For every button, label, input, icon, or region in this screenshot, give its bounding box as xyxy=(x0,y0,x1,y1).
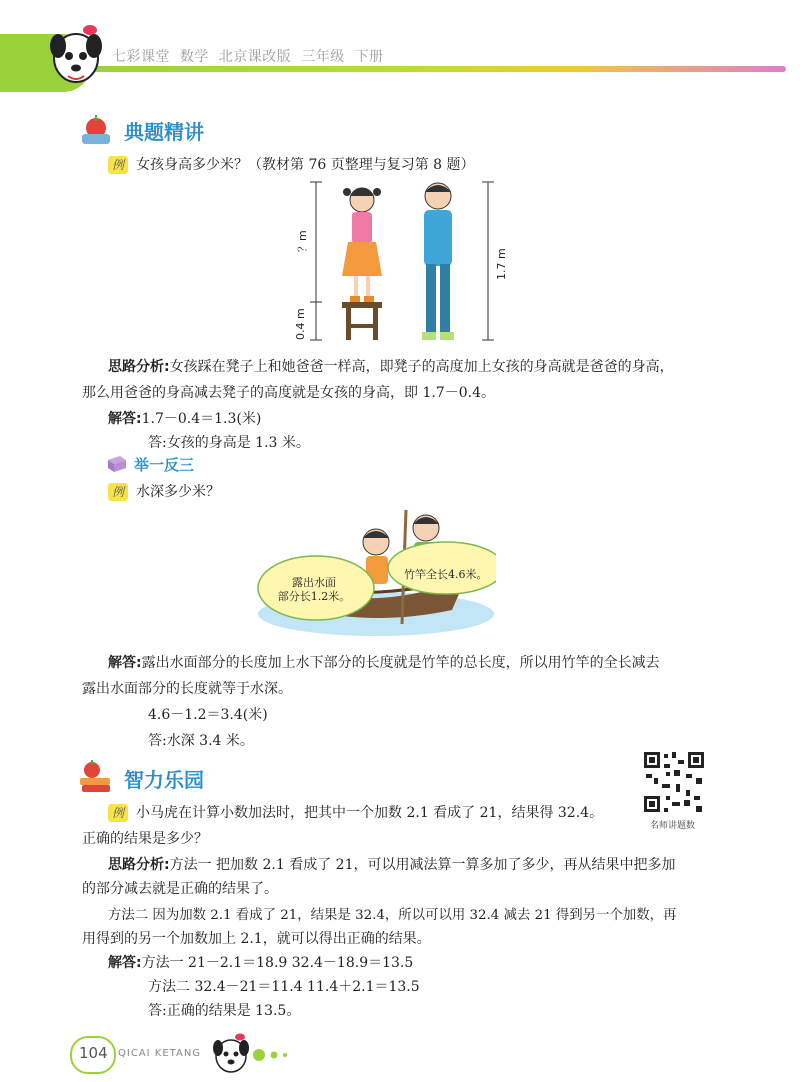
analysis3-line2: 的部分减去就是正确的结果了。 xyxy=(82,881,278,897)
analysis3-line1: 思路分析:方法一 把加数 2.1 看成了 21，可以用减法算一算多加了多少，再从结果中把多加 xyxy=(108,857,676,873)
answer2-calc: 4.6－1.2＝3.4(米) xyxy=(148,707,268,723)
dog-mascot-footer-icon xyxy=(208,1032,254,1078)
qr-caption: 名师讲题数 xyxy=(650,821,696,831)
answer-label: 解答: xyxy=(108,411,142,427)
stool-height-label: 0.4 m xyxy=(294,308,307,340)
example-tag: 例 xyxy=(108,156,128,174)
apple-stack-icon xyxy=(76,112,116,148)
section-title-juyi: 举一反三 xyxy=(134,456,195,474)
analysis-label: 思路分析: xyxy=(108,857,170,873)
bubble-left: 露出水面 部分长1.2米。 xyxy=(277,576,351,603)
books-apple-icon xyxy=(76,760,116,796)
girl-father-figure xyxy=(292,176,512,344)
girl-height-label: ？m xyxy=(296,230,309,252)
decor-dots-icon xyxy=(252,1048,296,1062)
bubble-right: 竹竿全长4.6米。 xyxy=(404,568,488,581)
footer-brand: QICAI KETANG xyxy=(118,1048,202,1059)
example2-question-row xyxy=(108,481,220,501)
answer2-line2: 露出水面部分的长度就等于水深。 xyxy=(82,681,292,697)
example2-question: 水深多少米？ xyxy=(136,484,221,500)
example3-question-line1: 小马虎在计算小数加法时，把其中一个加数 2.1 看成了 21，结果得 32.4。 xyxy=(136,805,604,821)
father-height-label: 1.7 m xyxy=(495,248,508,280)
answer2-final: 答:水深 3.4 米。 xyxy=(148,733,254,749)
header-title: 七彩课堂 数学 北京课改版 三年级 下册 xyxy=(112,49,384,65)
section-title-dianti: 典题精讲 xyxy=(124,120,204,144)
example3-question-row xyxy=(108,802,603,822)
analysis-label: 思路分析: xyxy=(108,359,170,375)
dog-mascot-icon xyxy=(44,24,108,94)
qr-code-icon[interactable] xyxy=(642,750,706,814)
book-icon xyxy=(106,456,128,472)
answer3-m2: 方法二 32.4－21＝11.4 11.4＋2.1＝13.5 xyxy=(148,979,420,995)
analysis1-line2: 那么用爸爸的身高减去凳子的高度就是女孩的身高，即 1.7－0.4。 xyxy=(82,385,495,401)
example1-question: 女孩身高多少米？（教材第 76 页整理与复习第 8 题） xyxy=(136,157,475,173)
header-rule xyxy=(86,66,786,72)
example-tag: 例 xyxy=(108,804,128,822)
example3-question-line2: 正确的结果是多少？ xyxy=(82,831,208,847)
example-tag: 例 xyxy=(108,483,128,501)
page-number: 104 xyxy=(79,1044,108,1062)
answer-label: 解答: xyxy=(108,955,142,971)
analysis3-line4: 用得到的另一个加数加上 2.1，就可以得出正确的结果。 xyxy=(82,931,431,947)
answer-label: 解答: xyxy=(108,655,142,671)
answer2-line1: 解答:露出水面部分的长度加上水下部分的长度就是竹竿的总长度，所以用竹竿的全长减去 xyxy=(108,655,660,671)
answer1-final: 答:女孩的身高是 1.3 米。 xyxy=(148,435,310,451)
answer3-final: 答:正确的结果是 13.5。 xyxy=(148,1003,301,1019)
example1-question-row xyxy=(108,154,475,174)
analysis3-line3: 方法二 因为加数 2.1 看成了 21，结果是 32.4，所以可以用 32.4 减去 21 得到另一个加数，再 xyxy=(108,908,677,923)
section-title-zhili: 智力乐园 xyxy=(124,768,204,792)
answer3-m1: 解答:方法一 21－2.1＝18.9 32.4－18.9＝13.5 xyxy=(108,955,414,971)
answer1-calc: 解答:1.7－0.4＝1.3(米) xyxy=(108,411,262,427)
analysis1-line1: 思路分析:女孩踩在凳子上和她爸爸一样高，即凳子的高度加上女孩的身高就是爸爸的身高， xyxy=(108,359,674,375)
